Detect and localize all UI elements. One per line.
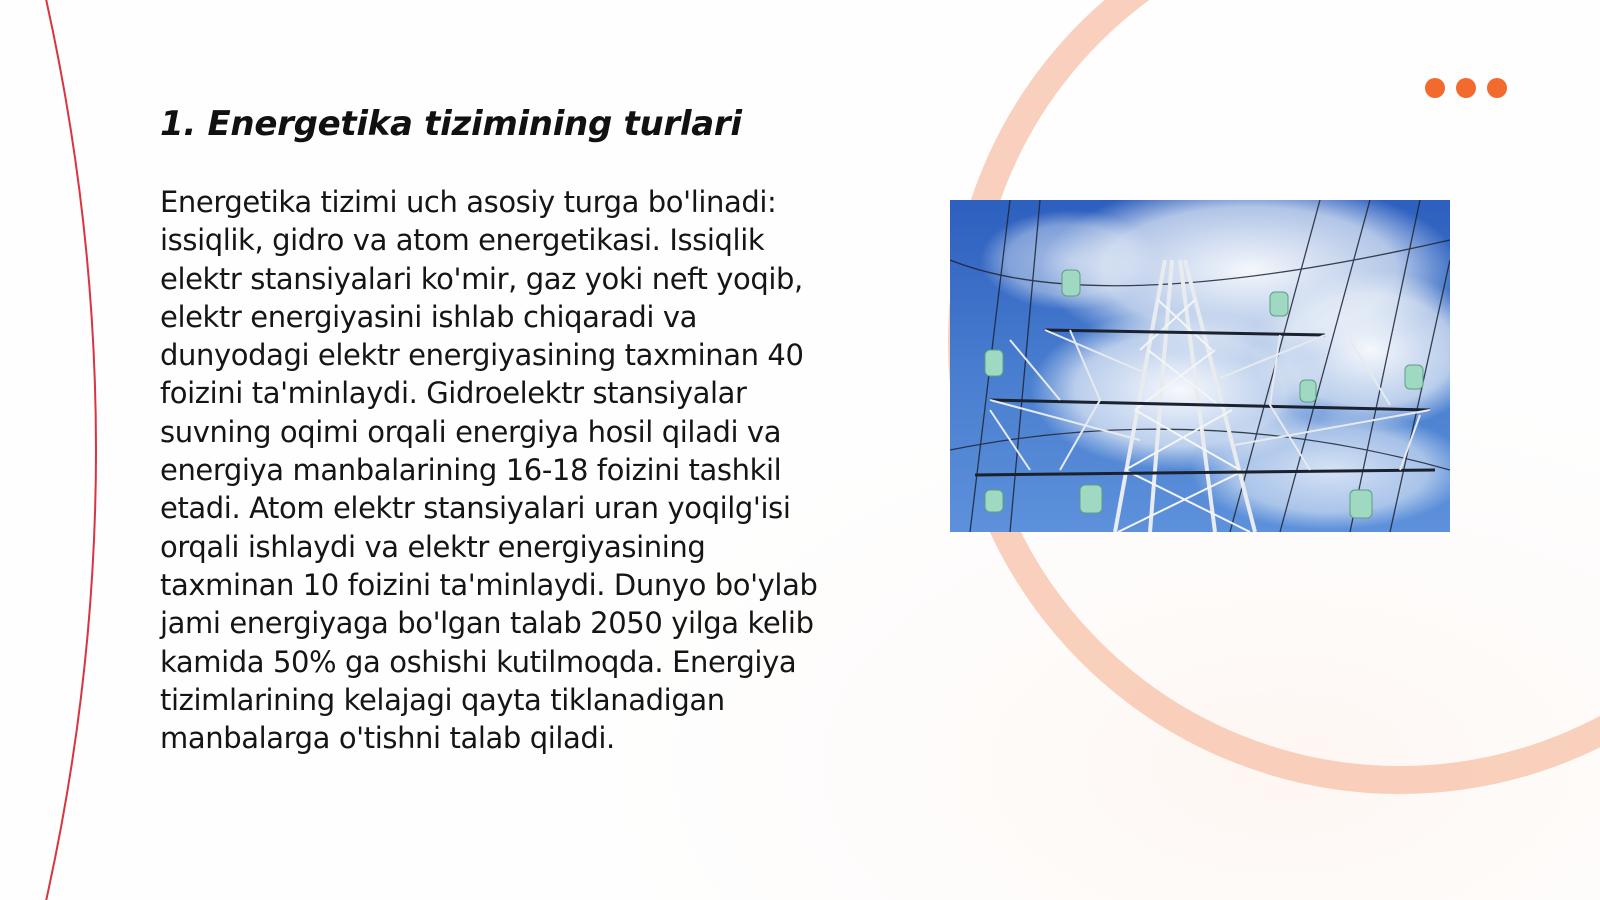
dot-icon	[1456, 78, 1476, 98]
power-tower-photo	[950, 200, 1450, 532]
slide-title: 1. Energetika tizimining turlari	[160, 104, 742, 144]
dots-menu-icon	[1425, 78, 1507, 98]
dot-icon	[1487, 78, 1507, 98]
dot-icon	[1425, 78, 1445, 98]
slide-body-text: Energetika tizimi uch asosiy turga bo'linadi: issiqlik, gidro va atom energetikasi. Issiqlik elektr stansiyalari ko'mir, gaz yoki neft yoqib, elektr energiyasini ishlab chiqaradi va dunyodagi elektr energiyasining taxminan 40 foizini ta'minlaydi. Gidroelektr stansiyalar suvning oqimi orqali energiya hosil qiladi va energiya manbalarining 16-18 foizini tashkil etadi. Atom elektr stansiyalari uran yoqilg'isi orqali ishlaydi va elektr energiyasining taxminan 10 foizini ta'minlaydi. Dunyo bo'ylab jami energiyaga bo'lgan talab 2050 yilga kelib kamida 50% ga oshishi kutilmoqda. Energiya tizimlarining kelajagi qayta tiklanadigan manbalarga o'tishni talab qiladi.	[160, 185, 818, 756]
